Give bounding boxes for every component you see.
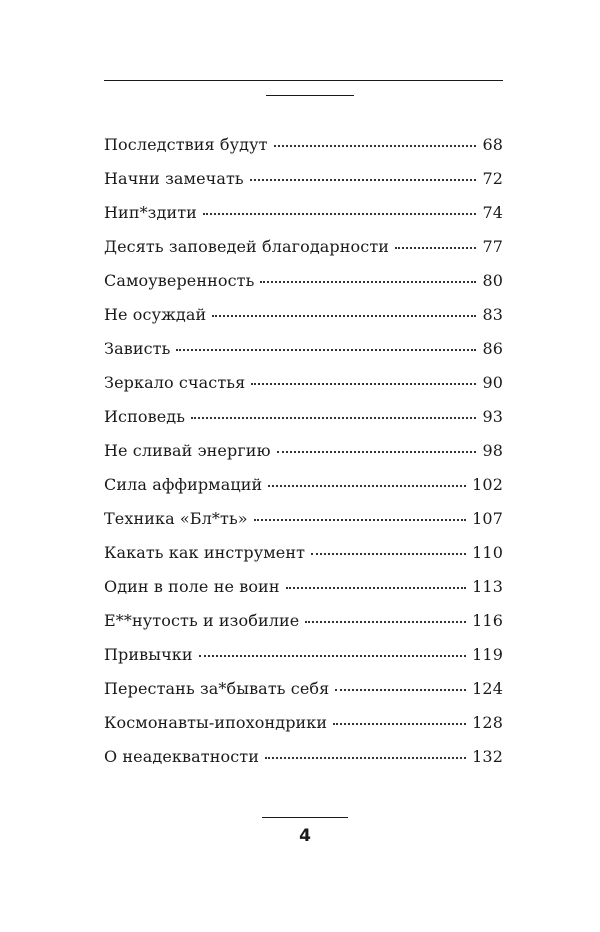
toc-entry-title: Исповедь	[104, 407, 186, 426]
toc-entry-title: Начни замечать	[104, 169, 244, 188]
toc-entry-title: Десять заповедей благодарности	[104, 237, 390, 256]
toc-entry-page: 93	[482, 407, 503, 426]
toc-entry-title: Зависть	[104, 339, 171, 358]
toc-dot-leader	[254, 519, 466, 521]
toc-entry-title: Не осуждай	[104, 305, 207, 324]
toc-entry-page: 132	[472, 747, 503, 766]
toc-entry	[104, 233, 503, 267]
toc-entry-page: 83	[482, 305, 503, 324]
table-of-contents	[104, 131, 503, 777]
toc-entry	[104, 709, 503, 743]
toc-entry-page: 102	[472, 475, 503, 494]
toc-dot-leader	[395, 247, 476, 249]
toc-dot-leader	[286, 587, 467, 589]
toc-dot-leader	[212, 315, 476, 317]
toc-entry-page: 74	[482, 203, 503, 222]
toc-entry-page: 116	[472, 611, 503, 630]
toc-entry	[104, 743, 503, 777]
toc-entry	[104, 165, 503, 199]
toc-entry-page: 98	[482, 441, 503, 460]
toc-entry-page: 72	[482, 169, 503, 188]
toc-entry	[104, 403, 503, 437]
toc-entry-page: 124	[472, 679, 503, 698]
toc-dot-leader	[199, 655, 467, 657]
toc-entry	[104, 267, 503, 301]
toc-entry-title: Самоуверенность	[104, 271, 255, 290]
header-short-rule	[266, 95, 354, 96]
toc-entry-title: Космонавты-ипохондрики	[104, 713, 328, 732]
toc-entry	[104, 607, 503, 641]
toc-entry-page: 68	[482, 135, 503, 154]
toc-dot-leader	[191, 417, 476, 419]
toc-entry-title: Зеркало счастья	[104, 373, 246, 392]
toc-entry	[104, 301, 503, 335]
toc-entry-page: 86	[482, 339, 503, 358]
toc-dot-leader	[260, 281, 476, 283]
toc-dot-leader	[203, 213, 476, 215]
toc-entry-page: 80	[482, 271, 503, 290]
toc-entry-page: 128	[472, 713, 503, 732]
toc-entry	[104, 505, 503, 539]
toc-dot-leader	[333, 723, 466, 725]
toc-entry-title: Перестань за*бывать себя	[104, 679, 330, 698]
toc-entry-page: 77	[482, 237, 503, 256]
toc-dot-leader	[250, 179, 477, 181]
toc-dot-leader	[305, 621, 466, 623]
header-rule	[104, 80, 503, 81]
toc-entry-page: 113	[472, 577, 503, 596]
toc-entry	[104, 641, 503, 675]
toc-entry	[104, 437, 503, 471]
toc-dot-leader	[335, 689, 466, 691]
toc-entry-page: 107	[472, 509, 503, 528]
toc-dot-leader	[274, 145, 477, 147]
toc-entry-title: Техника «Бл*ть»	[104, 509, 248, 528]
toc-entry	[104, 539, 503, 573]
toc-entry-title: Какать как инструмент	[104, 543, 306, 562]
toc-entry-page: 110	[472, 543, 503, 562]
toc-entry-title: Е**нутость и изобилие	[104, 611, 300, 630]
toc-entry-title: О неадекватности	[104, 747, 259, 766]
toc-entry	[104, 369, 503, 403]
toc-dot-leader	[176, 349, 476, 351]
toc-dot-leader	[277, 451, 477, 453]
page-number: 4	[299, 826, 311, 846]
toc-entry-title: Сила аффирмаций	[104, 475, 263, 494]
toc-dot-leader	[265, 757, 466, 759]
toc-entry-title: Привычки	[104, 645, 193, 664]
toc-dot-leader	[268, 485, 466, 487]
toc-entry	[104, 199, 503, 233]
footer-rule	[262, 817, 348, 818]
toc-entry	[104, 335, 503, 369]
toc-entry	[104, 131, 503, 165]
toc-entry	[104, 573, 503, 607]
toc-entry-title: Не сливай энергию	[104, 441, 271, 460]
toc-entry-title: Последствия будут	[104, 135, 268, 154]
toc-dot-leader	[311, 553, 466, 555]
toc-entry	[104, 675, 503, 709]
toc-entry-title: Нип*здити	[104, 203, 197, 222]
toc-entry	[104, 471, 503, 505]
toc-dot-leader	[251, 383, 476, 385]
toc-entry-title: Один в поле не воин	[104, 577, 280, 596]
toc-entry-page: 119	[472, 645, 503, 664]
toc-entry-page: 90	[482, 373, 503, 392]
